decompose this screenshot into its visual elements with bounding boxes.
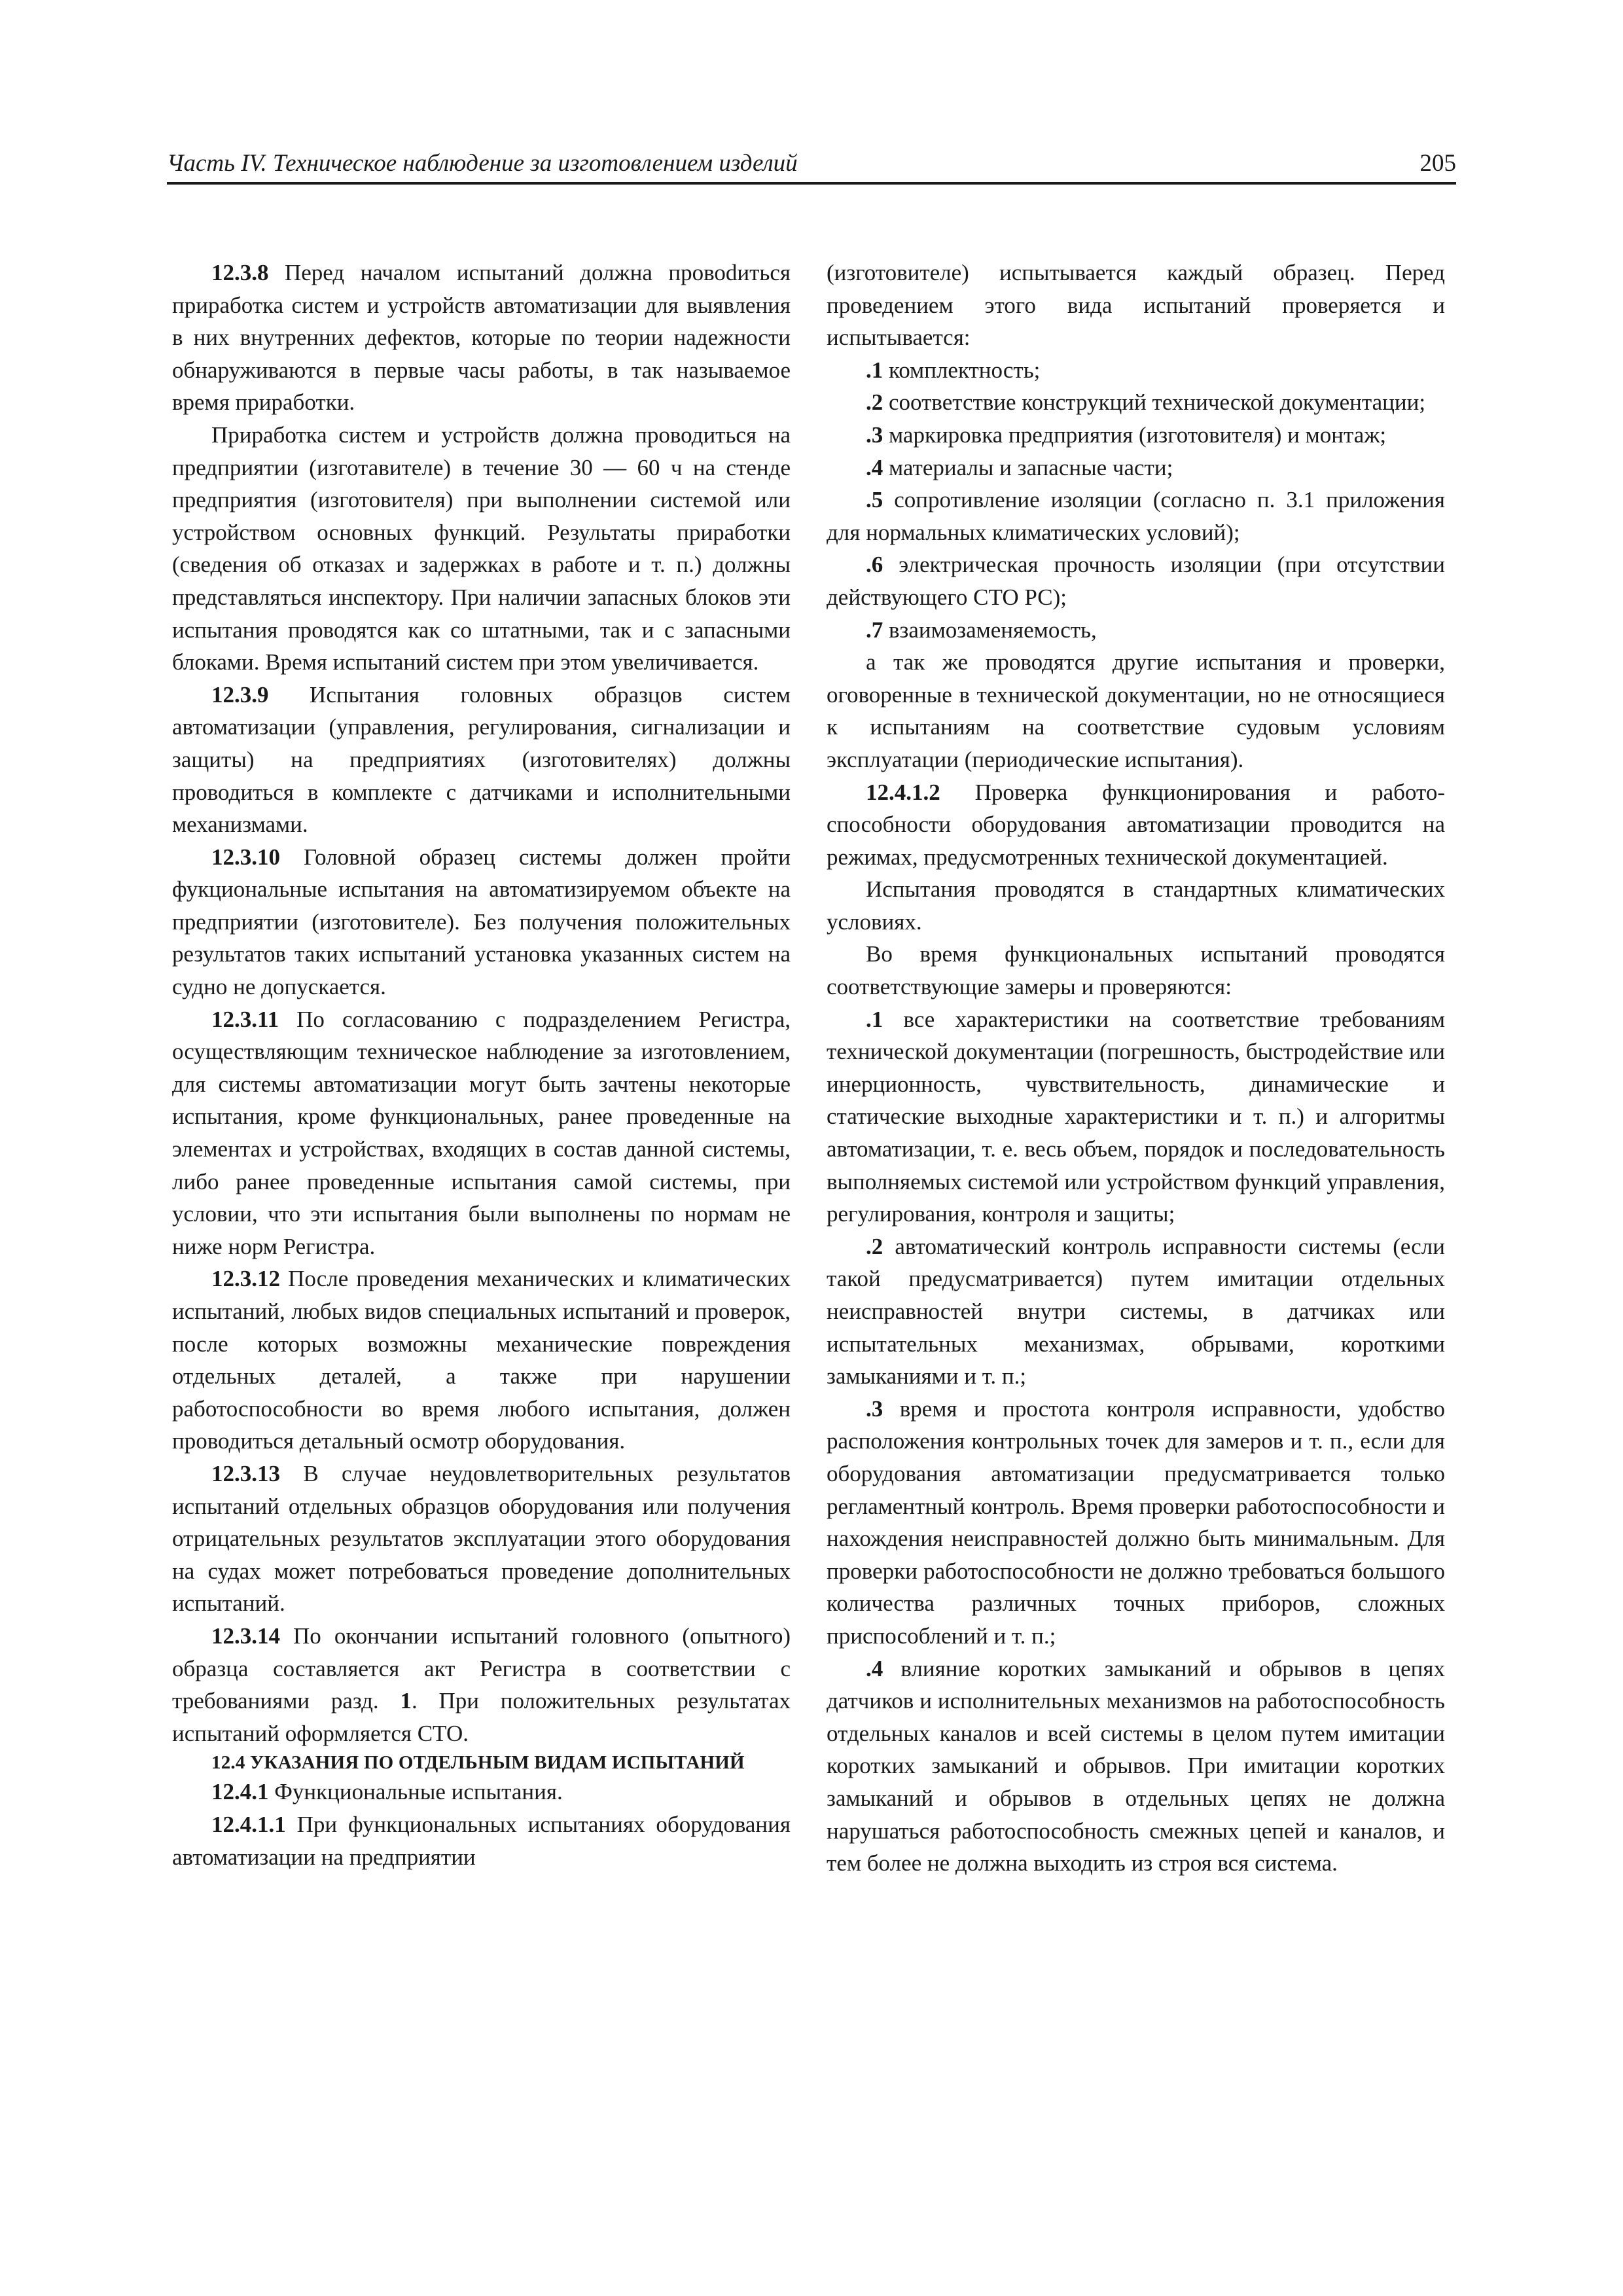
paragraph-measurements (827, 938, 1445, 1003)
paragraph-text: По окончании испытаний головного (опытного) образца составляется акт Регистра в соответствии с требованиями разд. (172, 1623, 791, 1714)
paragraph-text: Во время функциональных испытаний проводятся соответствующие замеры и проверяются: (827, 941, 1445, 1000)
clause-number: 12.4.1 (211, 1779, 269, 1805)
subsection-heading-12-4-1 (172, 1776, 791, 1808)
list-number: .7 (866, 617, 883, 643)
section-reference: 1 (400, 1688, 412, 1714)
list-text: материалы и запасные части; (883, 454, 1173, 480)
subsection-title: Функциональные испытания. (268, 1779, 563, 1805)
clause-number: 12.4.1.1 (211, 1811, 286, 1837)
check-item-3 (827, 1393, 1445, 1653)
list-text: взаимозаменяемость, (883, 617, 1097, 643)
paragraph-text: Испытания проводятся в стандартных климатических условиях. (827, 876, 1445, 935)
paragraph-text: В случае неудовлетворительных результатов испытаний отдельных образцов оборудования или получения отрицательных результатов эксплуатации этого оборудования на судах может потребоваться проведение дополнительных испытаний. (172, 1460, 791, 1617)
running-header (167, 144, 1456, 183)
header-rule (167, 182, 1456, 185)
paragraph-12-4-1-1 (172, 1808, 791, 1873)
list-number: .4 (866, 1655, 883, 1681)
list-text: комплектность; (883, 357, 1041, 383)
list-item-4 (827, 452, 1445, 484)
clause-number: 12.3.11 (211, 1006, 279, 1032)
list-number: .5 (866, 487, 883, 513)
list-number: .3 (866, 422, 883, 448)
paragraph-standard-conditions (827, 873, 1445, 938)
check-item-1 (827, 1003, 1445, 1230)
paragraph-12-3-11 (172, 1003, 791, 1263)
paragraph-other-tests (827, 646, 1445, 776)
check-item-2 (827, 1230, 1445, 1393)
list-item-1 (827, 354, 1445, 387)
paragraph-12-3-13 (172, 1458, 791, 1620)
list-item-5 (827, 484, 1445, 548)
paragraph-break-in (172, 419, 791, 679)
list-text: время и простота контроля исправности, удобство расположения контрольных точек для замеров и т. п., если для оборудования автоматизации предусматривается только регламентный контроль. Время проверки работоспособности и нахождения неисправностей должно быть минимальным. Для проверки работоспособности не должно требоваться большого количества различных точных приборов, сложных приспособлений и т. п.; (827, 1395, 1445, 1649)
paragraph-12-4-1-2 (827, 776, 1445, 874)
clause-number: 12.3.10 (211, 844, 280, 870)
paragraph-text: Головной образец системы должен пройти фукциональные испытания на автоматизируемом объекте на предприятии (изготовителе). Без получения положительных результатов таких испытаний установка указанных систем на судно не допускается. (172, 844, 791, 1000)
paragraph-text: Приработка систем и устройств должна проводиться на предприятии (изготавителе) в течение 30 — 60 ч на стенде предприятия (изготовителя) при выполнении системой или устройством основных функций. Результаты приработки (сведения об отказах и задержках в работе и т. п.) должны представляться инспектору. При наличии запасных блоков эти испытания проводятся как со штатными, так и с запасными блоками. Время испытаний систем при этом увеличивается. (172, 422, 791, 675)
check-item-4 (827, 1653, 1445, 1880)
list-item-2 (827, 386, 1445, 419)
list-number: .1 (866, 1006, 883, 1032)
list-number: .6 (866, 552, 883, 578)
paragraph-text: По согласованию с подразделением Регистра, осуществляющим техническое наблюдение за изготовлением, для системы автоматизации могут быть зачтены некоторые испытания, кроме функциональных, ранее проведенные на элементах и устройствах, входящих в состав данной системы, либо ранее проведенные испытания самой системы, при условии, что эти испытания были выполнены по нормам не ниже норм Регистра. (172, 1006, 791, 1259)
paragraph-text: . При положительных результатах испытаний оформляется СТО. (172, 1688, 791, 1746)
left-column (172, 257, 791, 1873)
section-heading-12-4: 12.4 УКАЗАНИЯ ПО ОТДЕЛЬНЫМ ВИДАМ ИСПЫТАНИЙ (211, 1752, 745, 1774)
list-item-7 (827, 614, 1445, 647)
clause-number: 12.3.12 (211, 1266, 280, 1292)
list-text: сопротивление изоляции (согласно п. 3.1 приложения для нормальных климатических условий); (827, 487, 1445, 545)
paragraph-12-3-8 (172, 257, 791, 419)
page-number: 205 (1419, 150, 1456, 177)
paragraph-12-3-10 (172, 841, 791, 1003)
list-number: .2 (866, 389, 883, 416)
list-text: соответствие конструкций технической документации; (883, 389, 1426, 416)
paragraph-12-3-9 (172, 679, 791, 841)
list-number: .2 (866, 1233, 883, 1259)
clause-number: 12.3.13 (211, 1460, 280, 1486)
list-item-3 (827, 419, 1445, 452)
paragraph-text: (изготовителе) испытывается каждый образец. Перед проведением этого вида испытаний проверяется и испытывается: (827, 260, 1445, 351)
list-number: .1 (866, 357, 883, 383)
running-header-title: Часть IV. Техническое наблюдение за изготовлением изделий (167, 150, 798, 177)
list-number: .4 (866, 454, 883, 480)
paragraph-text: Перед началом испытаний должна провоdиться приработка систем и устройств автоматизации для выявления в них внутренних дефектов, которые по теории надежности обнаруживаются в первые часы работы, в так называемое время приработки. (172, 260, 791, 416)
clause-number: 12.4.1.2 (866, 779, 940, 805)
paragraph-text: Проверка функционирования и работоспособности оборудования автоматизации проводится на режимах, предусмотренных технической документацией. (827, 779, 1445, 870)
paragraph-text: а так же проводятся другие испытания и проверки, оговоренные в технической документации, но не относящиеся к испытаниям на соответствие судовым условиям эксплуатации (периодические испытания). (827, 649, 1445, 772)
list-text: влияние коротких замыканий и обрывов в цепях датчиков и исполнительных механизмов на работоспособность отдельных каналов и всей системы в целом путем имитации коротких замыканий и обрывов. При имитации коротких замыканий и обрывов в отдельных цепях не должна нарушаться работоспособность смежных цепей и каналов, и тем более не должна выходить из строя вся система. (827, 1655, 1445, 1876)
paragraph-12-3-14 (172, 1620, 791, 1749)
paragraph-12-3-12 (172, 1263, 791, 1458)
list-text: все характеристики на соответствие требованиям технической документации (погрешность, быстродействие или инерционность, чувствительность, динамические и статические выходные характеристики и т. п.) и алгоритмы автоматизации, т. е. весь объем, порядок и последовательность выполняемых системой или устройством функций управления, регулирования, контроля и защиты; (827, 1006, 1445, 1227)
clause-number: 12.3.9 (211, 681, 269, 708)
clause-number: 12.3.14 (211, 1623, 280, 1649)
list-item-6 (827, 548, 1445, 613)
clause-number: 12.3.8 (211, 260, 269, 285)
right-column (827, 257, 1445, 1880)
paragraph-text: После проведения механических и климатических испытаний, любых видов специальных испытаний и проверок, после которых возможны механические повреждения отдельных деталей, а также при нарушении работоспособности во время любого испытания, должен проводиться детальный осмотр оборудования. (172, 1266, 791, 1454)
paragraph-continuation (827, 257, 1445, 354)
list-text: электрическая прочность изоляции (при отсутствии действующего СТО РС); (827, 552, 1445, 610)
paragraph-text: Испытания головных образцов систем автоматизации (управления, регулирования, сигнализации и защиты) на предприятиях (изготовителях) должны проводиться в комплекте с датчиками и исполнительными механизмами. (172, 681, 791, 838)
list-text: маркировка предприятия (изготовителя) и монтаж; (883, 422, 1387, 448)
list-number: .3 (866, 1395, 883, 1422)
list-text: автоматический контроль исправности системы (если такой предусматривается) путем имитации отдельных неисправностей внутри системы, в датчиках или испытательных механизмах, обрывами, короткими замыканиями и т. п.; (827, 1233, 1445, 1390)
paragraph-text: При функциональных испытаниях оборудования автоматизации на предприятии (172, 1811, 791, 1870)
